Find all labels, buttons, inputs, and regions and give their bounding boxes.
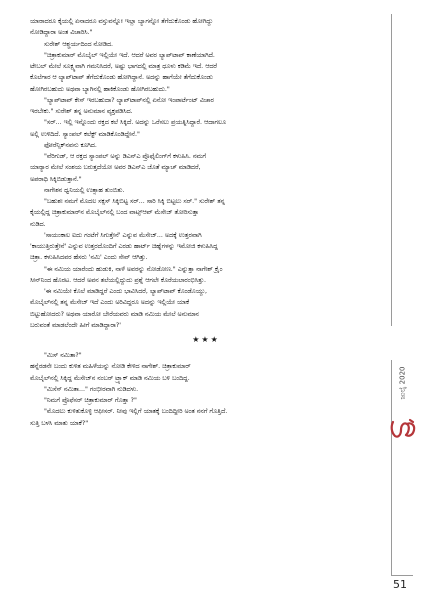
- text-line: "ಸರ್... ಇಲ್ಲಿ ಇನ್ನೊಂದು ರಕ್ತದ ಕಲೆ ಸಿಕ್ಕಿದೆ. ಅದನ್ನು ಒರೆಸಲು ಪ್ರಯತ್ನಿಸಿದ್ದಾರೆ. ಆದಾಗಲೂ: [44, 119, 226, 127]
- issue-label: [392, 353, 414, 413]
- text-line: ಸುತ್ತಿ ಬಳಸಿ ಮಾತು ಯಾಕೆ?": [30, 419, 89, 427]
- text-line: ನಾಗೇಶನ ಧ್ವನಿಯಲ್ಲಿ ಉತ್ಸಾಹ ತುಂಬಿತು.: [44, 186, 125, 194]
- section-separator: ★★★: [192, 335, 220, 344]
- text-line: ಅಪರಾಧಿ ಸಿಕ್ಕಿಬಿಡುತ್ತಾನೆ.": [30, 175, 82, 183]
- text-line: "ಬಹುಶಃ ನಮಗೆ ಮೊದಲ ಸಕ್ಸಸ್ ಸಿಕ್ಕಿಬಿಟ್ಟ ಸರ್... ಸಾರಿ ಸಿಕ್ಕಿ ಬಿಟ್ಟಲು ಸರ್." ಸುರೇಶ್ ತನ್ನ: [44, 198, 225, 205]
- text-line: "ಮೊದಲು ಕುಳಿತುಕೊಳ್ಳಿ ಆಫೀಸರ್. ನೀವು ಇಲ್ಲಿಗೆ ಯಾತಕ್ಕೆ ಬಂದಿದ್ದೀರಿ ಅಂತ ನನಗೆ ಗೊತ್ತಿದೆ.: [44, 408, 228, 416]
- text-line: "ನಿಮಗೆ ಪ್ರೊಫೆಸರ್ ಚಿತ್ರಾಕುಮಾರ್ ಗೊತ್ತಾ ?": [44, 397, 137, 404]
- text-line: ಕೊಲೆಗಾರ ಆ ಲ್ಯಾಪ್‌ಟಾಪ್ ತೆಗೆದುಕೊಂಡು ಹೋಗಿದ್ದಾನೆ. ಅದನ್ನು ಹಾಗೆಯೇ ತೆಗೆದುಕೊಂಡು: [30, 74, 213, 82]
- text-line: 'ಈ ನಮಿಯೇ ಕೊಲೆ ಮಾಡಿದ್ದರೆ ಎಂದು ಭಾವಿಸಿದರೆ, ಲ್ಯಾಪ್‌ಟಾಪ್ ಕೊಂಡೊಯ್ದು,: [44, 288, 208, 295]
- text-line: ಚಿತ್ರಾ. ಕಳುಹಿಸಿದವರ ಹೆಸರು 'ನಮಿ' ಎಂದು ಸೇವ್ ಆಗಿತ್ತು.: [30, 254, 148, 262]
- text-line: ಕೈಯಲ್ಲಿದ್ದ ಚಿತ್ರಾಕುಮಾರ್‌ನ ಮೊಬೈಲ್‌ನಲ್ಲಿ ಬಂದ ವಾಟ್ಸ್‌ಆಪ್ ಮೆಸೇಜ್ ತೋರಿಸುತ್ತಾ: [30, 209, 199, 217]
- text-line: 'ಸಾಯಂಕಾಲ ಐದು ಗಂಟೆಗೆ ಸಿಗುತ್ತೇನೆ' ಎನ್ನುವ ಮೆಸೇಜ್... ಅದಕ್ಕೆ ಉತ್ತರವಾಗಿ: [44, 231, 202, 239]
- page-number: 51: [393, 578, 407, 591]
- text-line: ಹೋಗಿರಬಹುದು ಅಥವಾ ಬ್ಯಾಗಿನಲ್ಲಿ ಹಾಕಿಕೊಂಡು ಹೋಗಿರಬಹುದು.": [30, 85, 170, 93]
- article-body: [30, 16, 382, 429]
- text-line: ಸುರೇಶ್ ಆಶ್ಚರ್ಯದಿಂದ ನೋಡಿದ.: [44, 40, 114, 48]
- text-line: ಮೊಬೈಲ್‌ನಲ್ಲಿ ತನ್ನ ಮೆಸೇಜ್ ಇದೆ ಎಂದು ಅರಿವಿದ್ದರೂ ಅದನ್ನು ಇಲ್ಲಿಯೇ ಯಾಕೆ: [30, 299, 190, 307]
- text-line: ಇರಬೇಕು." ಸುರೇಶ್ ತನ್ನ ಅನುಮಾನ ವ್ಯಕ್ತಪಡಿಸಿದ.: [30, 108, 133, 115]
- side-rule-bottom: [391, 360, 392, 575]
- text-line: ಯಾರ್‍ಯಾರ ಮೇಲೆ ಸಂಶಯ ಬರುತ್ತದೆಯೋ ಅವರ ಡಿಎನ್‌ಎ ಜೊತೆ ಮ್ಯಾಚ್ ಮಾಡಿದರೆ,: [30, 164, 201, 172]
- text-line: ಅಲ್ಲಿ ಉಳಿದಿದೆ. ಸ್ಯಾಂಪಲ್ ಕಲೆಕ್ಟ್ ಮಾಡಿಕೊಂಡಿದ್ದೇನೆ.": [30, 130, 140, 138]
- page-number-rule: [391, 575, 413, 576]
- text-line: "ಚಿತ್ರಾಕುಮಾರ್ ಮೊಬೈಲ್ ಇಲ್ಲಿಯೇ ಇದೆ. ಆದರೆ ಅವರ ಲ್ಯಾಪ್‌ಟಾಪ್ ಕಾಣೆಯಾಗಿದೆ.: [44, 51, 215, 59]
- text-line: "ಈ ನಮಿಯ ಯಾರೆಂದು ಹುಡುಕಿ, ನಾಳೆ ಅವರನ್ನು ನೋಡೋಣ." ಎನ್ನುತ್ತಾ ನಾಗೇಶ್ ಕ್ರೈಂ: [44, 265, 223, 273]
- text-line: ಮೊಬೈಲ್‌ನಲ್ಲಿ ಸಿಕ್ಕಿದ್ದ ಮೆಸೇಜ್‌ನ ನಂಬರ್ ಟ್ರ್ಯಾಕ್ ಮಾಡಿ ನಮಿಯ ಬಳಿ ಬಂದಿದ್ದ.: [30, 374, 190, 382]
- text-line: ಟೇಬಲ್ ಮೇಲೆ ಸೂಕ್ಷ್ಮವಾಗಿ ಗಮನಿಸಿದರೆ, ಅಷ್ಟು ಭಾಗದಲ್ಲಿ ಮಾತ್ರ ಧೂಳು ಕಡಿಮೆ ಇದೆ. ಆದರೆ: [30, 63, 217, 70]
- text-line: ಸೀನ್‌ನಿಂದ ಹೊರಟ. ಆದರೆ ಅವನ ತಲೆಯಲ್ಲಿದ್ದುದು ಪ್ರಶ್ನೆ ಆಗಲೇ ಕೊರೆಯಲಾರಂಭಿಸಿತ್ತು.: [30, 276, 207, 284]
- text-line: ಯಾರಾದರೂ ಕೈಯಲ್ಲಿ ಏನಾದರೂ ವಸ್ತುವನ್ನೋ ಇಲ್ಲಾ ಬ್ಯಾಗನ್ನೋ ತೆಗೆದುಕೊಂಡು ಹೋಗಿದ್ದು: [30, 18, 213, 25]
- side-rule-top: [391, 14, 392, 326]
- text-line: "ಮಿಸ್ ನಮಿತಾ?": [44, 352, 82, 359]
- text-line: "ವೆರಿಗುಡ್, ಆ ರಕ್ತದ ಸ್ಯಾಂಪಲ್ ಅನ್ನು ಡಿಎನ್‌ಎ ಪ್ರೊಫೈಲಿಂಗ್‌ಗೆ ಕಳುಹಿಸಿ. ನಮಗೆ: [44, 153, 207, 160]
- text-line: 'ಕಾಯುತ್ತಿರುತ್ತೇನೆ' ಎನ್ನುವ ಉತ್ತರದೊಂದಿಗೆ ಎರಡು ಹಾರ್ಟ್ ಚಿಹ್ನೆಗಳನ್ನು ಇಮೋಜಿ ಕಳುಹಿಸಿದ್ದ: [30, 243, 218, 250]
- issue-date: ಜುಲೈ 2020: [398, 366, 407, 400]
- text-line: ಬರುವಂತೆ ಮಾಡಲೆಂದೇ ಹೀಗೆ ಮಾಡಿದ್ದಾರಾ?': [30, 321, 121, 329]
- text-line: ನೋಡಿದ್ದಾರಾ ಅಂತ ವಿಚಾರಿಸಿ.": [30, 29, 93, 37]
- text-line: ಹನ್ನೆರಡನೇ ಬಂದು ಕುಳಿತ ಮಹಿಳೆಯನ್ನು ನೋಡಿ ಕೇಳಿದ ನಾಗೇಶ್. ಚಿತ್ರಾಕುಮಾರ್: [30, 363, 191, 371]
- mayura-logo: [389, 418, 417, 440]
- text-line: ನುಡಿದ.: [30, 220, 46, 228]
- text-line: "ಮಿಸೆಸ್ ನಮಿತಾ..." ಗಂಭೀರವಾಗಿ ನುಡಿದಳು.: [44, 385, 139, 393]
- text-line: "ಲ್ಯಾಪ್‌ಟಾಪ್ ಕೇಸ್ ಇರಬಹುದಾ? ಲ್ಯಾಪ್‌ಟಾಪ್‌ನಲ್ಲಿ ಏನೋ ಇಂಪಾರ್ಟೆಂಟ್ ವಿಚಾರ: [44, 96, 214, 104]
- text-line: ಫೋರೆನ್ಸಿಕ್‌ನವನು ಕೂಗಿದ.: [44, 141, 97, 149]
- text-line: ಬಿಟ್ಟುಹೋದರು? ಅಥವಾ ಯಾರೋ ಬೇರೆಯವರು ಮಾಡಿ ನಮಿಯ ಮೇಲೆ ಅನುಮಾನ: [30, 310, 199, 318]
